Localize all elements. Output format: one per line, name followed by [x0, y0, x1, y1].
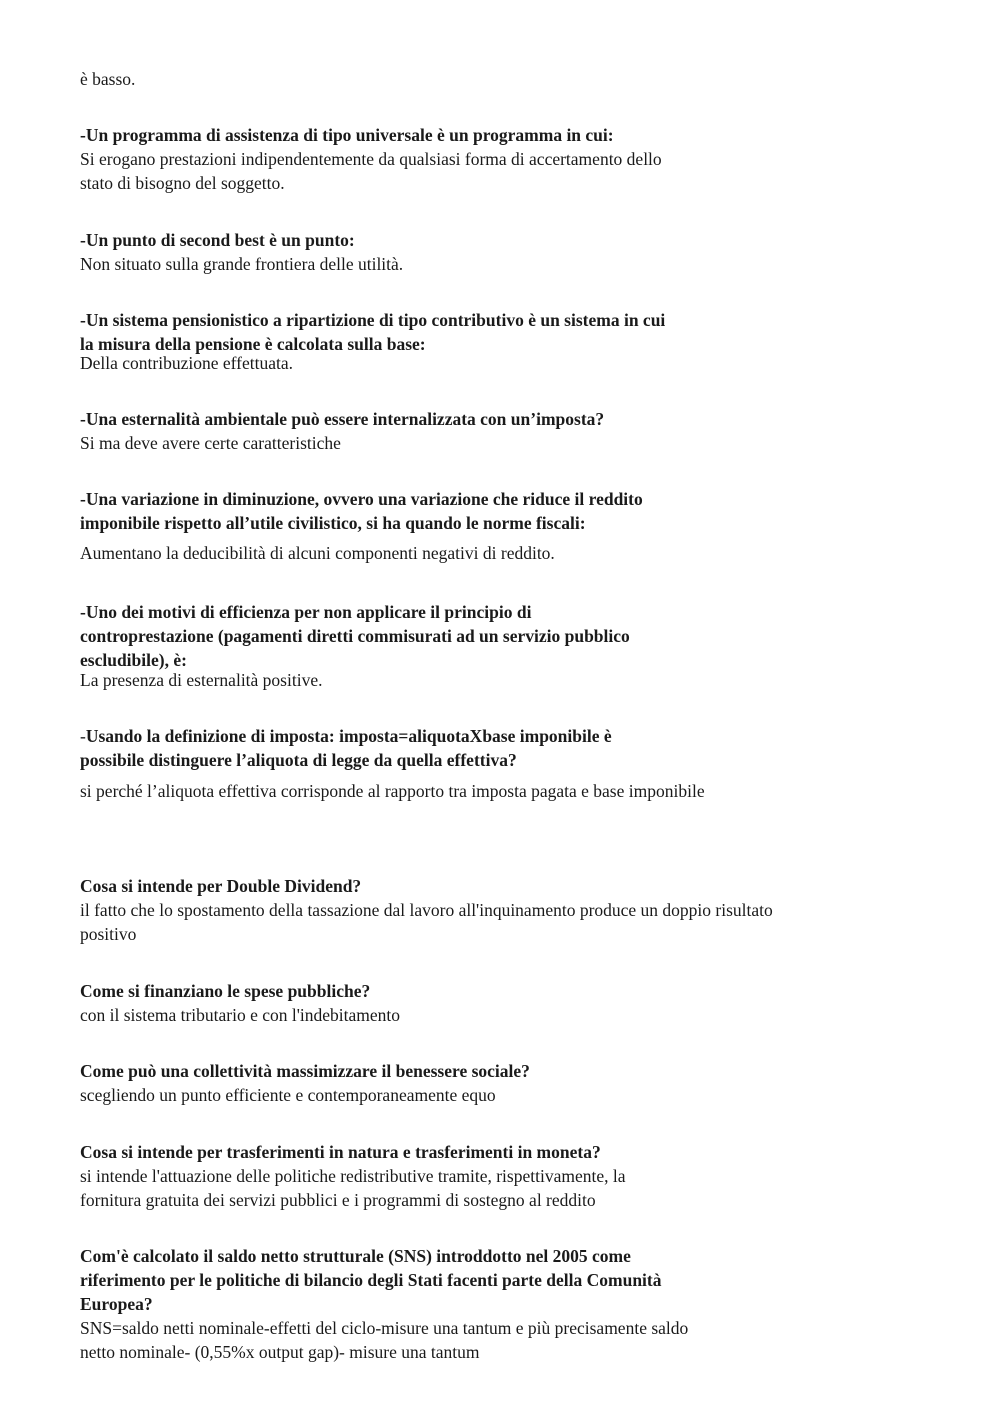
question-line: Come può una collettività massimizzare il benessere sociale? [80, 1061, 530, 1081]
answer-line: La presenza di esternalità positive. [80, 670, 323, 690]
question [80, 979, 940, 1003]
question [80, 487, 940, 535]
answer-line: si intende l'attuazione delle politiche redistributive tramite, rispettivamente, la [80, 1166, 626, 1186]
answer [80, 1003, 940, 1027]
answer [80, 147, 940, 195]
qa-item [80, 979, 940, 1027]
question [80, 407, 940, 431]
answer [80, 252, 940, 276]
answer-line: positivo [80, 924, 137, 944]
question-line: Europea? [80, 1294, 153, 1314]
lead-fragment: è basso. [80, 69, 136, 89]
qa-item [80, 874, 940, 946]
answer [80, 431, 940, 455]
qa-item [80, 1140, 940, 1212]
answer [80, 898, 940, 946]
answer [80, 1083, 940, 1107]
answer-line: Si erogano prestazioni indipendentemente da qualsiasi forma di accertamento dello [80, 149, 662, 169]
question [80, 228, 940, 252]
answer-line: Della contribuzione effettuata. [80, 353, 293, 373]
question-line: riferimento per le politiche di bilancio degli Stati facenti parte della Comunità [80, 1270, 662, 1290]
answer-line: si perché l’aliquota effettiva corrisponde al rapporto tra imposta pagata e base imponibile [80, 781, 705, 801]
answer [80, 1164, 940, 1212]
question [80, 724, 940, 772]
answer [80, 1316, 940, 1364]
question-line [80, 724, 940, 748]
question-line: la misura della pensione è calcolata sulla base: [80, 334, 426, 354]
question-line: escludibile), è: [80, 650, 187, 670]
answer-line: scegliendo un punto efficiente e contemporaneamente equo [80, 1085, 496, 1105]
answer [80, 779, 940, 803]
qa-item [80, 1244, 940, 1364]
question-line: Com'è calcolato il saldo netto strutturale (SNS) introddotto nel 2005 come [80, 1246, 631, 1266]
qa-item [80, 308, 940, 374]
question [80, 600, 940, 672]
answer-line: Non situato sulla grande frontiera delle utilità. [80, 254, 404, 274]
qa-item [80, 487, 940, 565]
answer-line: Aumentano la deducibilità di alcuni componenti negativi di reddito. [80, 543, 555, 563]
question-line: -Una esternalità ambientale può essere internalizzata con un’imposta? [80, 409, 605, 429]
question [80, 123, 940, 147]
answer-line: con il sistema tributario e con l'indebitamento [80, 1005, 401, 1025]
question [80, 1140, 940, 1164]
answer-line: SNS=saldo netti nominale-effetti del ciclo-misure una tantum e più precisamente saldo [80, 1318, 689, 1338]
question-line: Cosa si intende per Double Dividend? [80, 876, 362, 896]
answer [80, 352, 940, 374]
answer [80, 668, 940, 692]
qa-item [80, 600, 940, 692]
question [80, 308, 940, 356]
question-line: controprestazione (pagamenti diretti commisurati ad un servizio pubblico [80, 626, 630, 646]
question-prefix: - [80, 726, 86, 746]
qa-item [80, 407, 940, 455]
question-line: imponibile rispetto all’utile civilistico, si ha quando le norme fiscali: [80, 513, 586, 533]
question-line: -Una variazione in diminuzione, ovvero una variazione che riduce il reddito [80, 489, 643, 509]
question-line: possibile distinguere l’aliquota di legge da quella effettiva? [80, 750, 517, 770]
answer [80, 541, 940, 565]
question-line: -Un punto di second best è un punto: [80, 230, 355, 250]
answer-line: il fatto che lo spostamento della tassazione dal lavoro all'inquinamento produce un doppio risultato [80, 900, 773, 920]
answer-line: stato di bisogno del soggetto. [80, 173, 285, 193]
question-text: Usando la definizione di imposta: imposta=aliquotaXbase imponibile è [85, 726, 612, 746]
qa-item [80, 123, 940, 195]
question-line: -Un sistema pensionistico a ripartizione di tipo contributivo è un sistema in cui [80, 310, 666, 330]
question-line: Cosa si intende per trasferimenti in natura e trasferimenti in moneta? [80, 1142, 601, 1162]
qa-item [80, 228, 940, 276]
qa-item [80, 1059, 940, 1107]
qa-item [80, 724, 940, 803]
question [80, 1059, 940, 1083]
question-line: -Un programma di assistenza di tipo universale è un programma in cui: [80, 125, 614, 145]
answer-line: Si ma deve avere certe caratteristiche [80, 433, 341, 453]
question [80, 1244, 940, 1316]
answer-line: netto nominale- (0,55%x output gap)- misure una tantum [80, 1342, 480, 1362]
question-line: -Uno dei motivi di efficienza per non applicare il principio di [80, 602, 532, 622]
question-line: Come si finanziano le spese pubbliche? [80, 981, 371, 1001]
question [80, 874, 940, 898]
answer-line: fornitura gratuita dei servizi pubblici e i programmi di sostegno al reddito [80, 1190, 596, 1210]
